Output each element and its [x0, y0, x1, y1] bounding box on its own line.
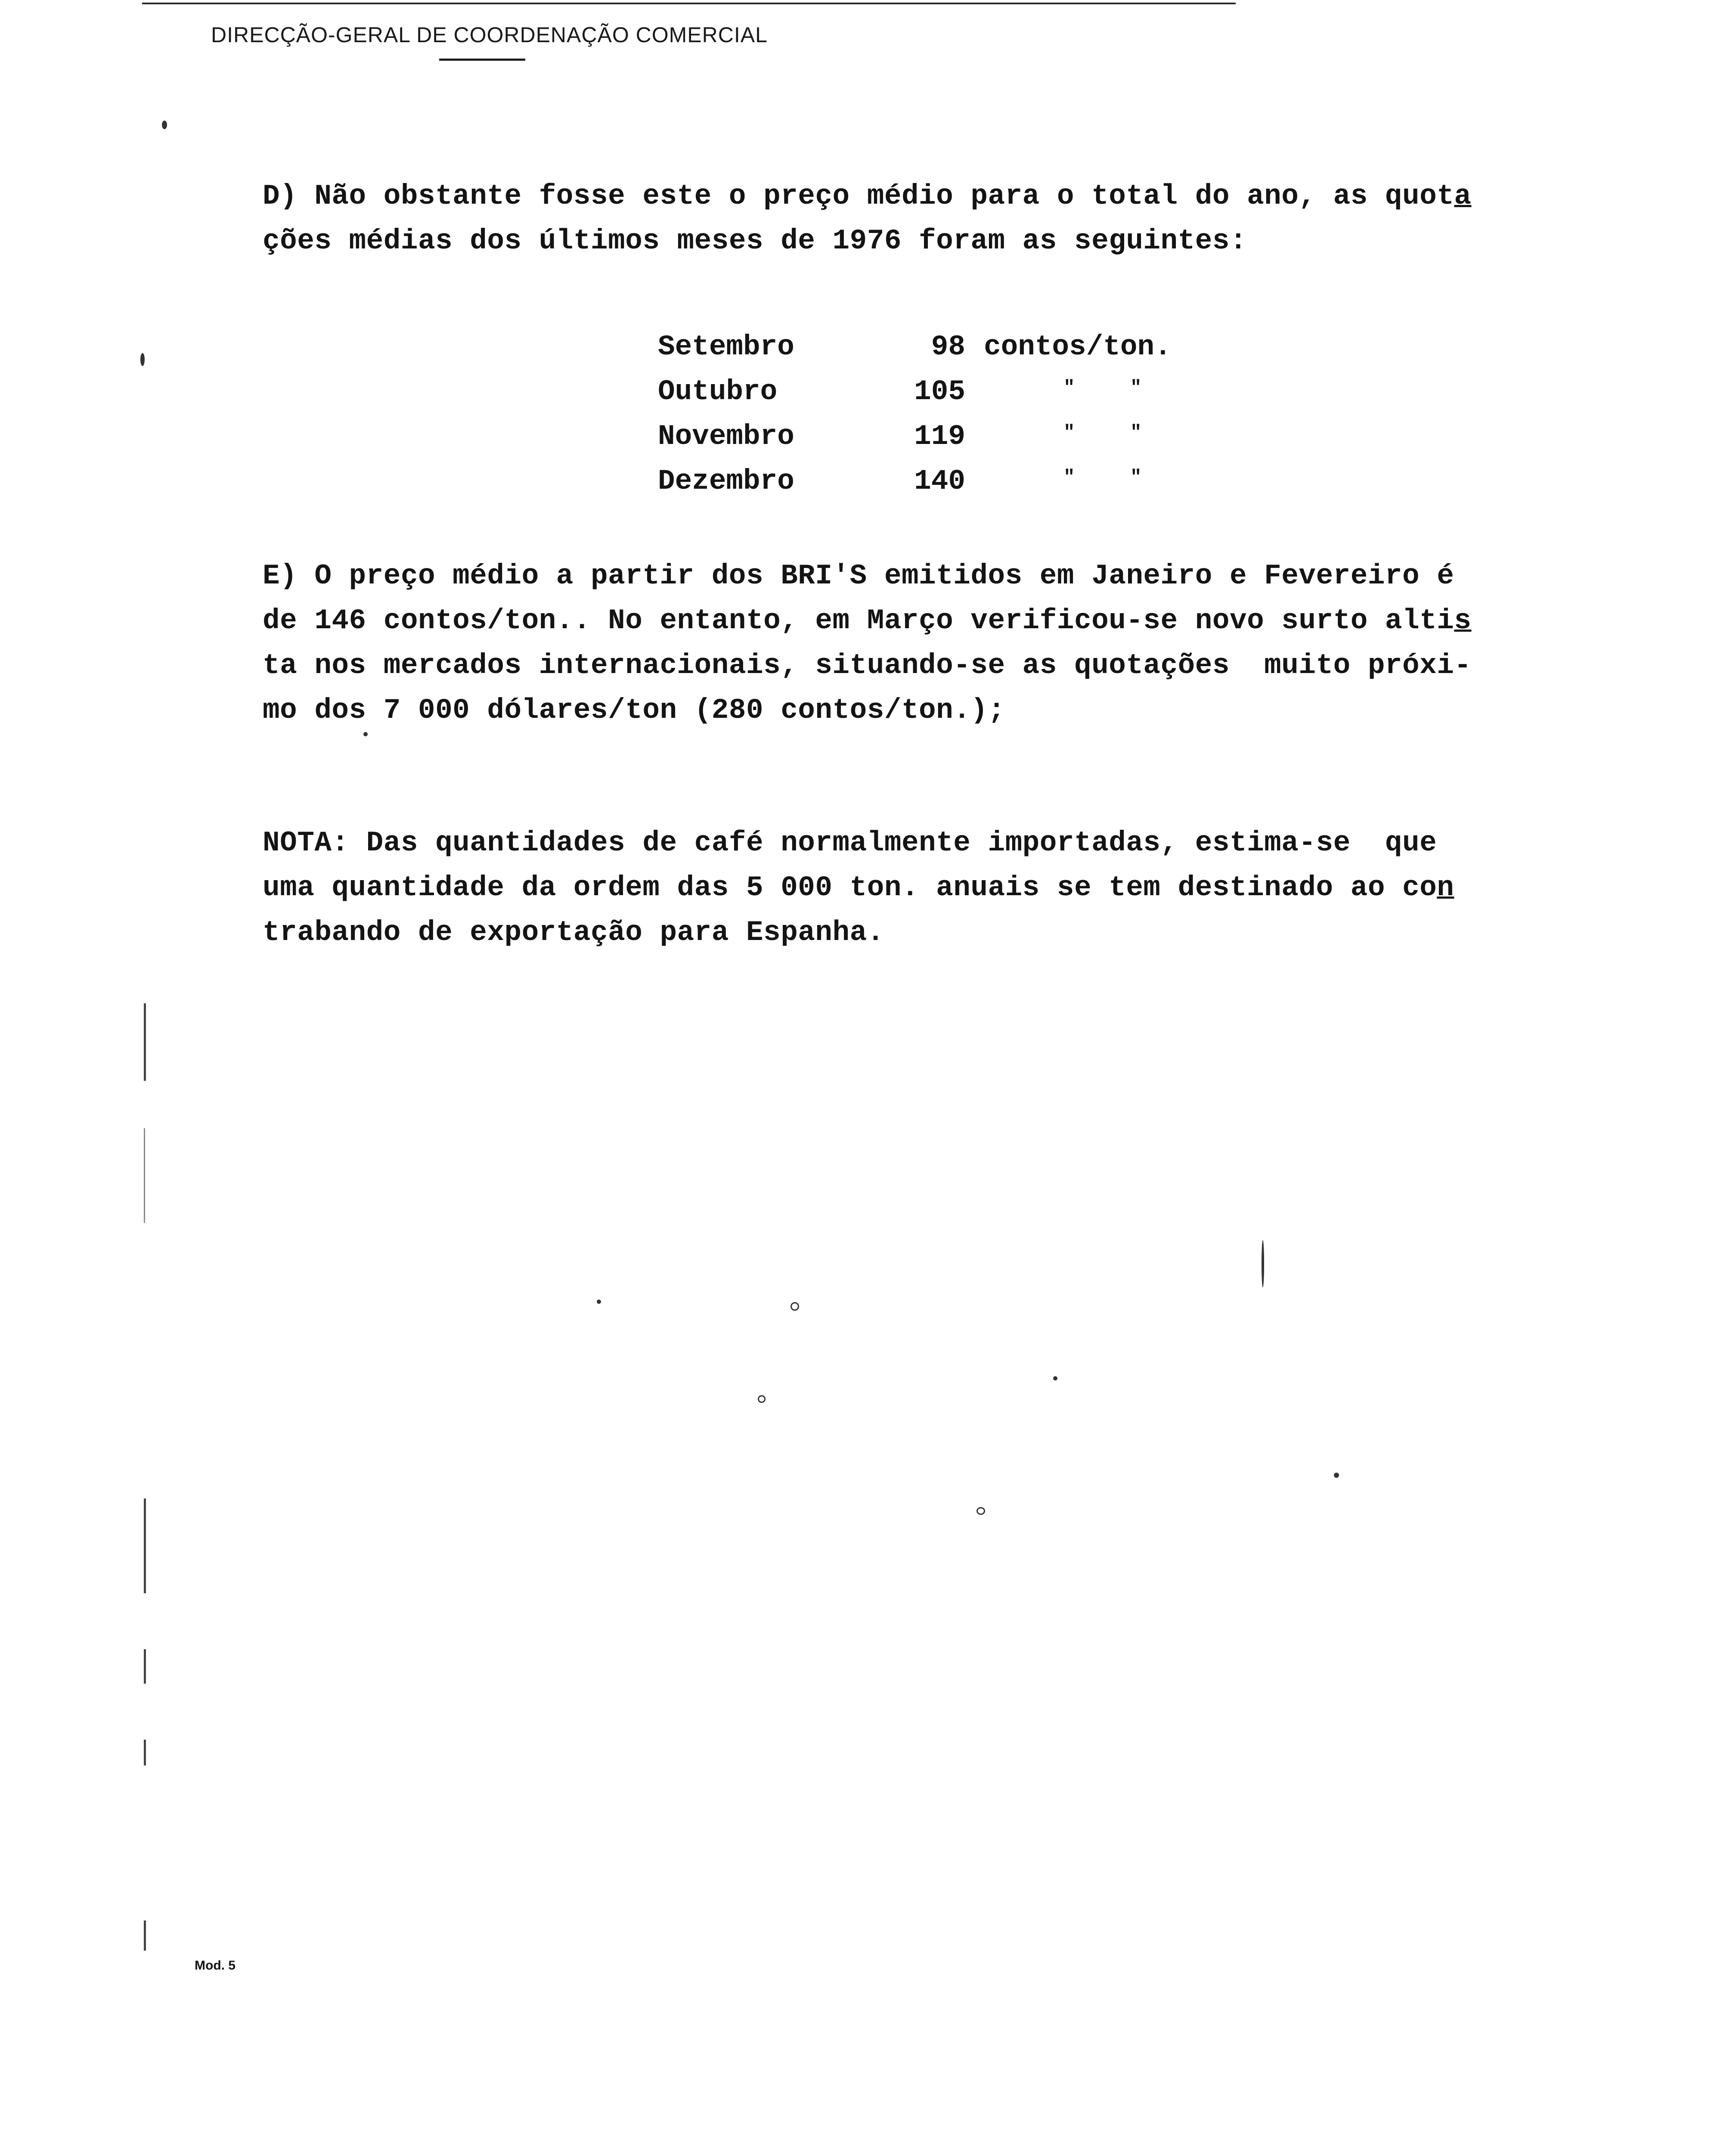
section-e-line-2-underlined: s — [1454, 605, 1472, 637]
section-d-line-1-underlined: a — [1454, 180, 1472, 212]
section-e-line-1: E) O preço médio a partir dos BRI'S emitidos em Janeiro e Fevereiro é — [263, 560, 1454, 592]
ditto-mark: " — [1130, 467, 1142, 488]
scan-speck — [162, 121, 167, 129]
ditto-mark: " — [1063, 377, 1075, 399]
header-underline — [439, 59, 525, 61]
section-d-line-1 — [263, 180, 1471, 212]
scan-speck — [790, 1302, 799, 1311]
scan-margin-mark — [144, 1003, 146, 1081]
ditto-mark: " — [1130, 377, 1142, 399]
price-value: 105 — [914, 375, 965, 408]
scan-margin-mark — [144, 1740, 146, 1765]
scan-margin-mark — [144, 1498, 146, 1593]
scan-speck — [140, 353, 145, 366]
price-month: Dezembro — [658, 465, 794, 497]
scan-speck — [1262, 1240, 1264, 1287]
ditto-mark: " — [1130, 422, 1142, 444]
price-value: 98 — [931, 331, 965, 363]
scan-speck — [1334, 1473, 1339, 1478]
section-d-line-1-text: D) Não obstante fosse este o preço médio para o total do ano, as quot — [263, 180, 1454, 212]
price-value: 140 — [914, 465, 965, 497]
section-d-line-2: ções médias dos últimos meses de 1976 foram as seguintes: — [263, 225, 1247, 257]
section-e-line-3: ta nos mercados internacionais, situando-se as quotações muito próxi- — [263, 649, 1472, 682]
nota-line-3: trabando de exportação para Espanha. — [263, 916, 884, 949]
scan-speck — [758, 1395, 766, 1403]
scan-margin-mark — [144, 1649, 146, 1684]
section-e-line-2 — [263, 605, 1471, 637]
price-unit: contos/ton. — [984, 331, 1172, 363]
scan-speck — [976, 1507, 985, 1515]
price-month: Outubro — [658, 375, 778, 408]
scan-speck — [363, 732, 368, 736]
price-value: 119 — [914, 420, 965, 453]
nota-line-2 — [263, 872, 1454, 904]
section-e-line-2-text: de 146 contos/ton.. No entanto, em Março verificou-se novo surto alti — [263, 605, 1454, 637]
nota-line-2-text: uma quantidade da ordem das 5 000 ton. anuais se tem destinado ao co — [263, 872, 1437, 904]
scan-speck — [597, 1300, 601, 1304]
section-e-line-4: mo dos 7 000 dólares/ton (280 contos/ton.); — [263, 694, 1005, 726]
nota-line-2-underlined: n — [1437, 872, 1454, 904]
ditto-mark: " — [1063, 422, 1075, 444]
price-month: Setembro — [658, 331, 794, 363]
ditto-mark: " — [1063, 467, 1075, 488]
price-month: Novembro — [658, 420, 794, 453]
nota-line-1: NOTA: Das quantidades de café normalmente importadas, estima-se que — [263, 827, 1437, 859]
scan-margin-mark — [144, 1920, 146, 1951]
scan-top-rule — [142, 3, 1236, 4]
form-model-label: Mod. 5 — [195, 1958, 236, 1973]
page-header: DIRECÇÃO-GERAL DE COORDENAÇÃO COMERCIAL — [211, 23, 768, 47]
scan-margin-mark — [144, 1128, 145, 1223]
scan-speck — [1053, 1376, 1057, 1381]
